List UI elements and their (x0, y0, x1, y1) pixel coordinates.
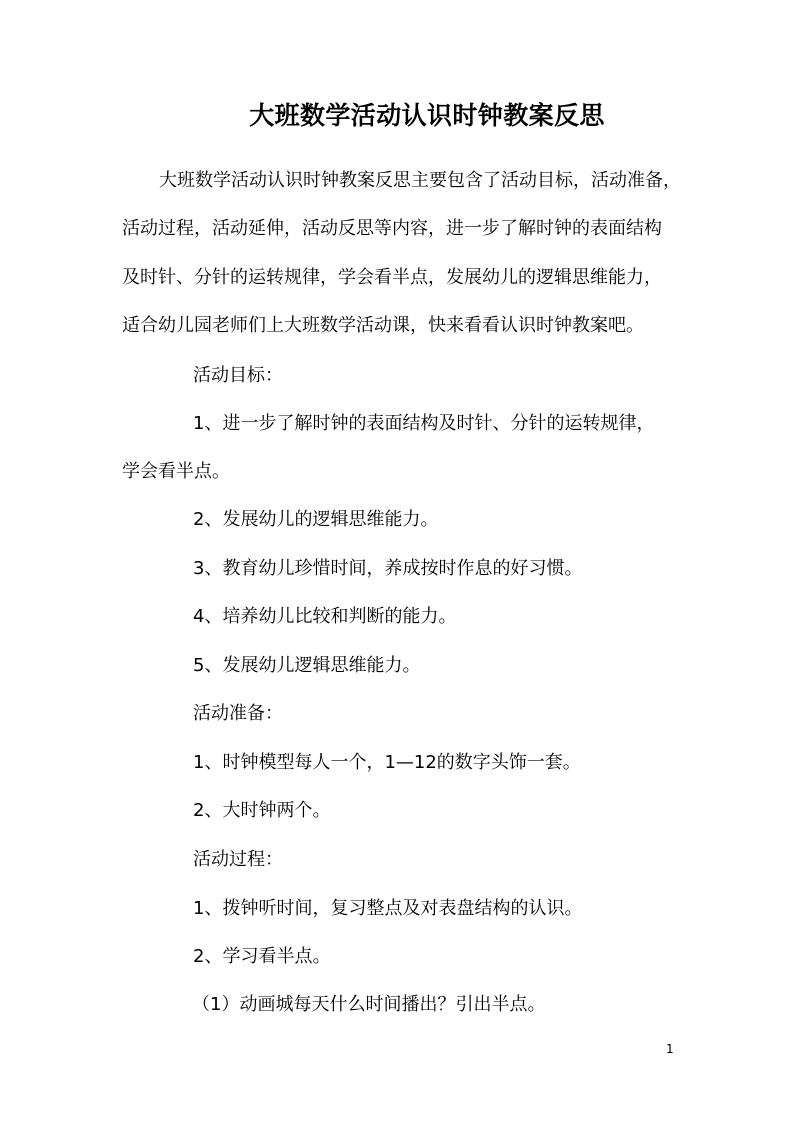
process-item-1: 1、拨钟听时间，复习整点及对表盘结构的认识。 (193, 898, 583, 919)
section-heading-process: 活动过程： (193, 849, 283, 870)
intro-line-1: 大班数学活动认识时钟教案反思主要包含了活动目标，活动准备， (159, 170, 681, 191)
intro-line-2: 活动过程，活动延伸，活动反思等内容，进一步了解时钟的表面结构 (122, 218, 662, 239)
section-heading-preparation: 活动准备： (193, 703, 283, 724)
intro-line-4: 适合幼儿园老师们上大班数学活动课，快来看看认识时钟教案吧。 (122, 315, 644, 336)
preparation-item-1: 1、时钟模型每人一个，1—12的数字头饰一套。 (193, 752, 581, 773)
intro-line-3: 及时针、分针的运转规律，学会看半点，发展幼儿的逻辑思维能力， (122, 267, 662, 288)
goal-item-2: 2、发展幼儿的逻辑思维能力。 (193, 509, 439, 530)
goal-item-4: 4、培养幼儿比较和判断的能力。 (193, 606, 457, 627)
goal-item-1-line-1: 1、进一步了解时钟的表面结构及时针、分针的运转规律， (193, 413, 655, 434)
page-number: 1 (666, 1042, 674, 1056)
goal-item-1-line-2: 学会看半点。 (122, 461, 230, 482)
process-item-2: 2、学习看半点。 (193, 946, 331, 967)
goal-item-3: 3、教育幼儿珍惜时间，养成按时作息的好习惯。 (193, 558, 583, 579)
preparation-item-2: 2、大时钟两个。 (193, 800, 331, 821)
process-subitem-1: （1）动画城每天什么时间播出？引出半点。 (192, 994, 546, 1015)
document-title: 大班数学活动认识时钟教案反思 (249, 101, 605, 130)
goal-item-5: 5、发展幼儿逻辑思维能力。 (193, 655, 421, 676)
section-heading-goals: 活动目标： (193, 365, 283, 386)
